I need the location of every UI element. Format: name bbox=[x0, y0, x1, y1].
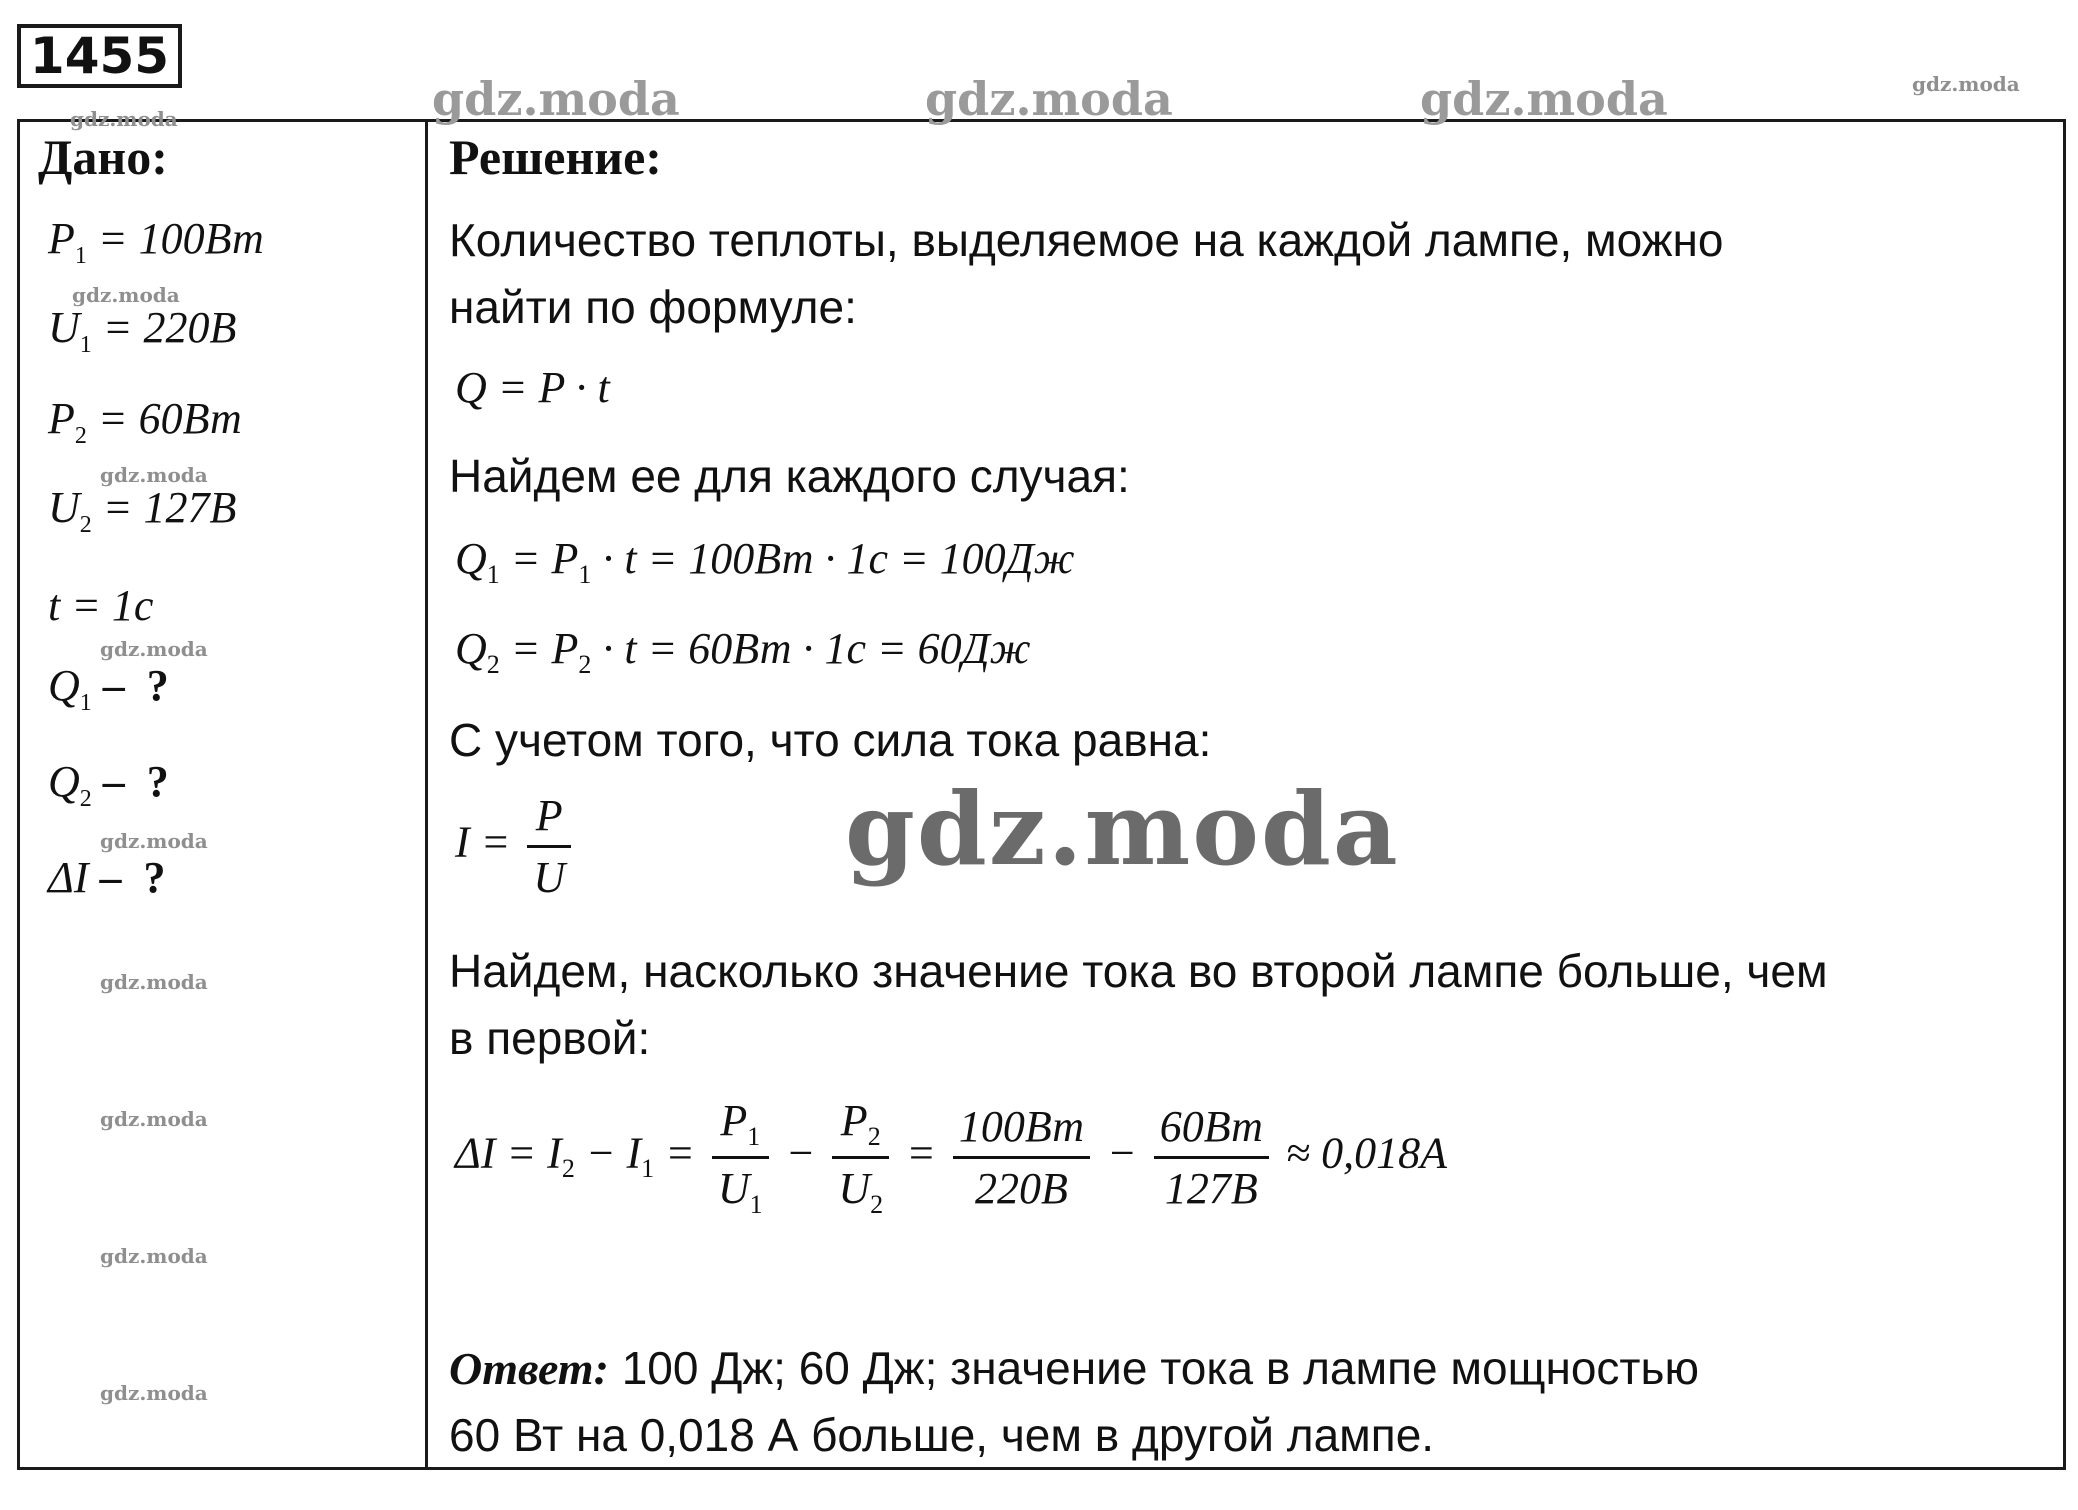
watermark: gdz.moda bbox=[70, 107, 178, 131]
solution-text-4b: в первой: bbox=[449, 1012, 651, 1064]
watermark: gdz.moda bbox=[925, 72, 1173, 126]
formula-delta-i: $\Delta I = I_2 - I_1$ = $\frac{P_1}{U_1}$ − $\frac{P_2}{U_2}$ = $\frac{100Вт}{220В}$ − $\frac{60Вт}{127В}$ ≈ 0,018А bbox=[455, 1096, 1447, 1219]
answer-line-2: 60 Вт на 0,018 А больше, чем в другой лампе. bbox=[449, 1409, 1435, 1461]
watermark: gdz.moda bbox=[100, 829, 208, 853]
solution-text-1a: Количество теплоты, выделяемое на каждой лампе, можно bbox=[449, 214, 1724, 266]
formula-q2: $Q_2 = P_2 \cdot t = 60Вт \cdot 1с = 60Дж$ bbox=[455, 624, 1031, 679]
solution-text-2: Найдем ее для каждого случая: bbox=[449, 450, 1130, 502]
given-u2: $U_2 = 127В$ bbox=[48, 483, 237, 538]
problem-number: 1455 bbox=[17, 24, 182, 88]
watermark: gdz.moda bbox=[100, 1244, 208, 1268]
watermark: gdz.moda bbox=[432, 72, 680, 126]
solution-heading: Решение: bbox=[449, 129, 662, 185]
given-t: t = 1с bbox=[48, 581, 154, 630]
given-q2-unknown: $Q_2$ – ? bbox=[48, 757, 169, 812]
formula-i: I = $\frac{P}{U}$ bbox=[455, 790, 577, 903]
solution-text-1b: найти по формуле: bbox=[449, 281, 857, 333]
watermark: gdz.moda bbox=[100, 637, 208, 661]
given-heading: Дано: bbox=[38, 129, 168, 185]
formula-q1: $Q_1 = P_1 \cdot t = 100Вт \cdot 1с = 100Дж$ bbox=[455, 534, 1075, 589]
given-q1-unknown: $Q_1$ – ? bbox=[48, 661, 169, 716]
given-u1: $U_1 = 220В$ bbox=[48, 303, 237, 358]
watermark: gdz.moda bbox=[72, 283, 180, 307]
answer-line-1 bbox=[449, 1335, 1699, 1402]
answer-text-1: 100 Дж; 60 Дж; значение тока в лампе мощностью bbox=[621, 1342, 1699, 1394]
answer-label: Ответ: bbox=[449, 1343, 609, 1394]
given-p2: $P_2 = 60Вт$ bbox=[48, 394, 242, 449]
given-p1: $P_1 = 100Вт$ bbox=[48, 214, 264, 269]
solution-text-3: С учетом того, что сила тока равна: bbox=[449, 714, 1212, 766]
formula-q: Q = P · t bbox=[455, 363, 610, 412]
watermark: gdz.moda bbox=[100, 1107, 208, 1131]
watermark: gdz.moda bbox=[100, 970, 208, 994]
watermark: gdz.moda bbox=[1420, 72, 1668, 126]
given-di-unknown: ΔI – ? bbox=[48, 853, 166, 902]
column-divider bbox=[425, 119, 428, 1470]
watermark: gdz.moda bbox=[100, 463, 208, 487]
watermark: gdz.moda bbox=[1912, 72, 2020, 96]
watermark: gdz.moda bbox=[100, 1381, 208, 1405]
watermark-large: gdz.moda bbox=[845, 770, 1400, 888]
solution-text-4a: Найдем, насколько значение тока во второй лампе больше, чем bbox=[449, 945, 1828, 997]
